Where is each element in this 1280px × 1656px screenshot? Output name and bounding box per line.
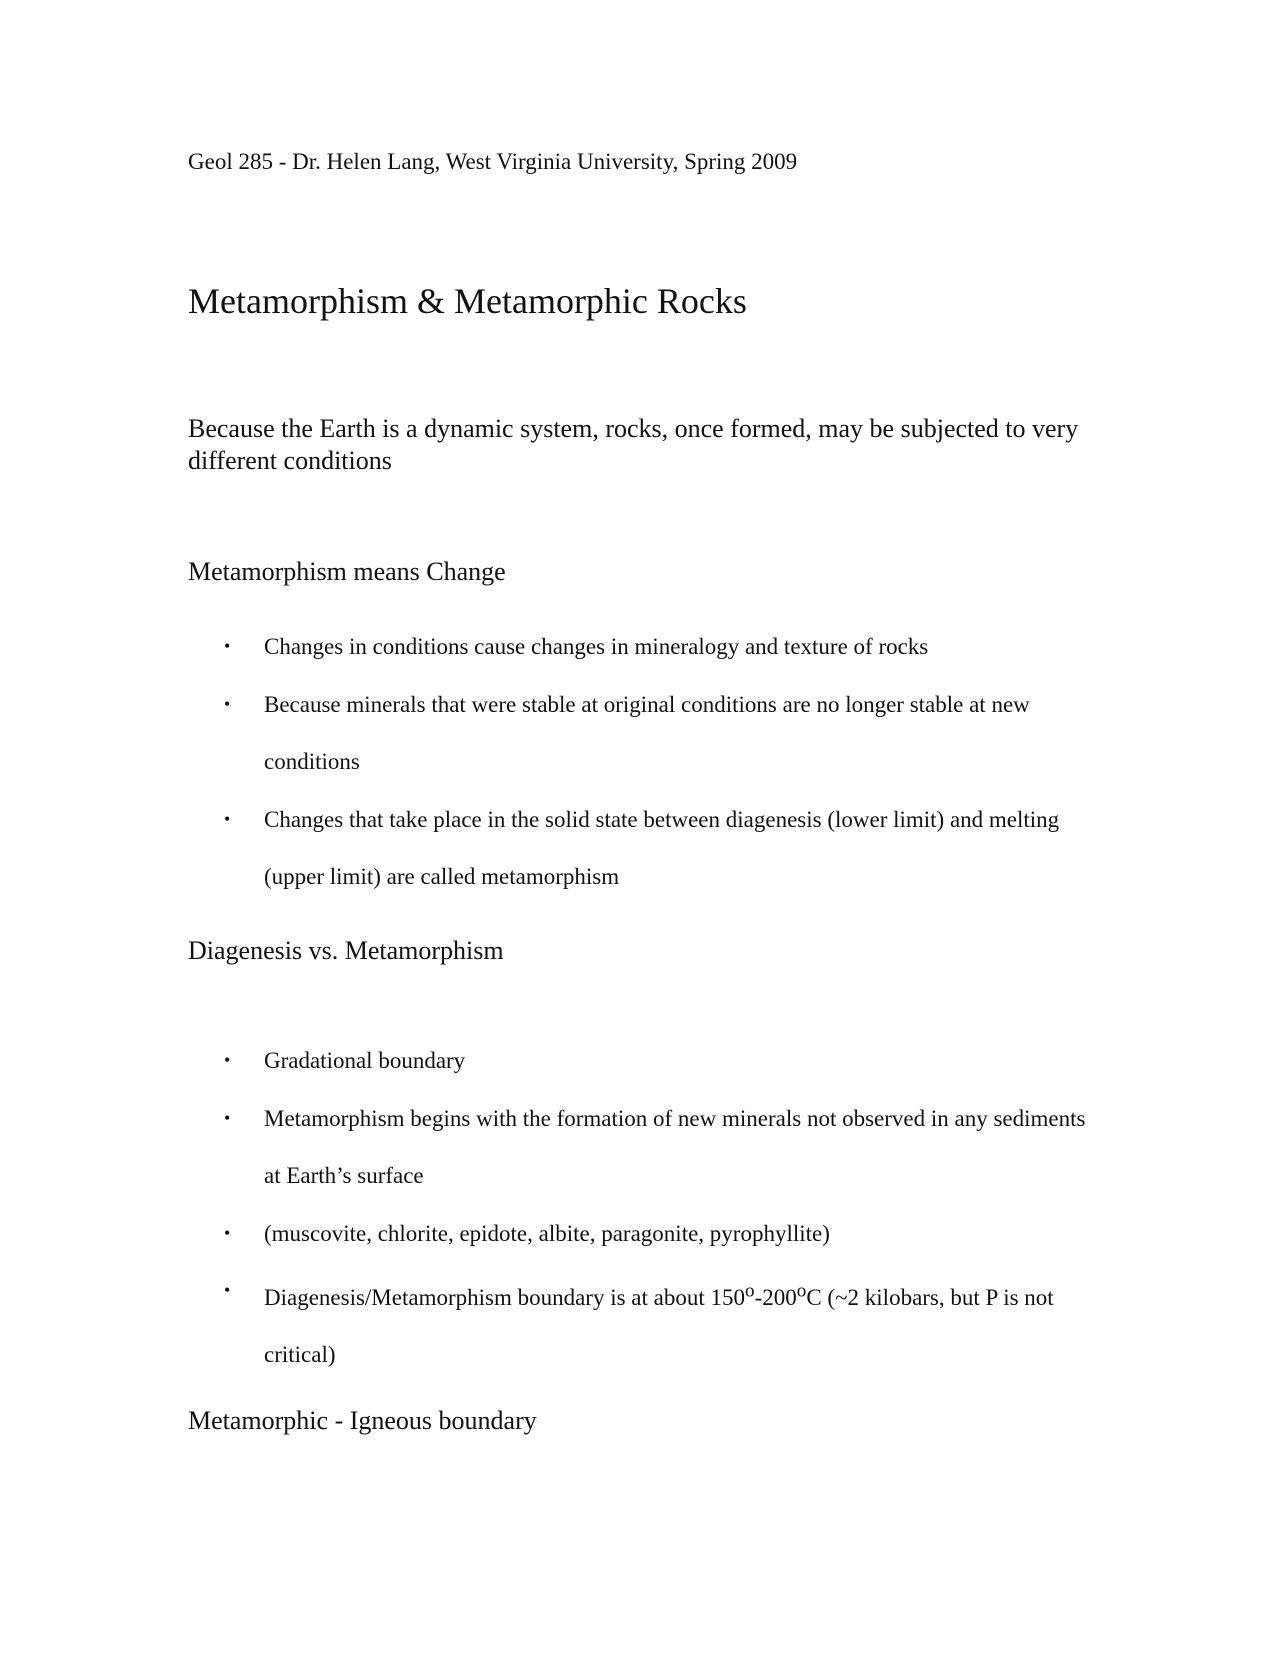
section-heading-metamorphism-means-change: Metamorphism means Change — [188, 557, 506, 586]
list-item-text: (muscovite, chlorite, epidote, albite, paragonite, pyrophyllite) — [264, 1220, 830, 1246]
list-item — [188, 1090, 1088, 1205]
page-title: Metamorphism & Metamorphic Rocks — [188, 281, 747, 321]
list-item — [188, 791, 1088, 906]
list-item — [188, 1032, 1088, 1090]
bullet-icon: • — [224, 1222, 231, 1243]
bullet-icon: • — [224, 636, 231, 656]
list-item-text: Changes that take place in the solid state between diagenesis (lower limit) and melting (upper limit) are called metamorphism — [264, 806, 1060, 889]
bullet-list-diagenesis — [188, 1032, 1088, 1384]
bullet-list-change — [188, 618, 1088, 906]
list-item — [188, 618, 1088, 676]
list-item-text: Gradational boundary — [264, 1048, 466, 1073]
bullet-icon: • — [224, 1107, 231, 1128]
list-item-text: Diagenesis/Metamorphism boundary is at about 150$^o$-200$^o$C (~2 kilobars, but P is not critical) — [264, 1280, 1054, 1368]
bullet-icon: • — [224, 693, 231, 714]
course-header: Geol 285 - Dr. Helen Lang, West Virginia University, Spring 2009 — [188, 149, 798, 174]
section-heading-diagenesis-vs-metamorphism: Diagenesis vs. Metamorphism — [188, 936, 504, 965]
intro-paragraph: Because the Earth is a dynamic system, rocks, once formed, may be subjected to very different conditions — [188, 414, 1079, 475]
list-item — [188, 676, 1088, 791]
degree-superscript: o — [796, 1280, 807, 1301]
list-item-text: Metamorphism begins with the formation of new minerals not observed in any sediments at Earth’s surface — [264, 1105, 1086, 1188]
bullet-icon: • — [224, 808, 231, 829]
list-item — [188, 1205, 1088, 1263]
list-item-text: Changes in conditions cause changes in mineralogy and texture of rocks — [264, 634, 929, 659]
bullet-icon: • — [224, 1280, 231, 1300]
bullet-icon: • — [224, 1050, 231, 1070]
list-item-text: Because minerals that were stable at original conditions are no longer stable at new conditions — [264, 691, 1030, 774]
degree-superscript: o — [745, 1280, 755, 1301]
list-item — [188, 1262, 1088, 1384]
section-heading-metamorphic-igneous-boundary: Metamorphic - Igneous boundary — [188, 1406, 537, 1435]
